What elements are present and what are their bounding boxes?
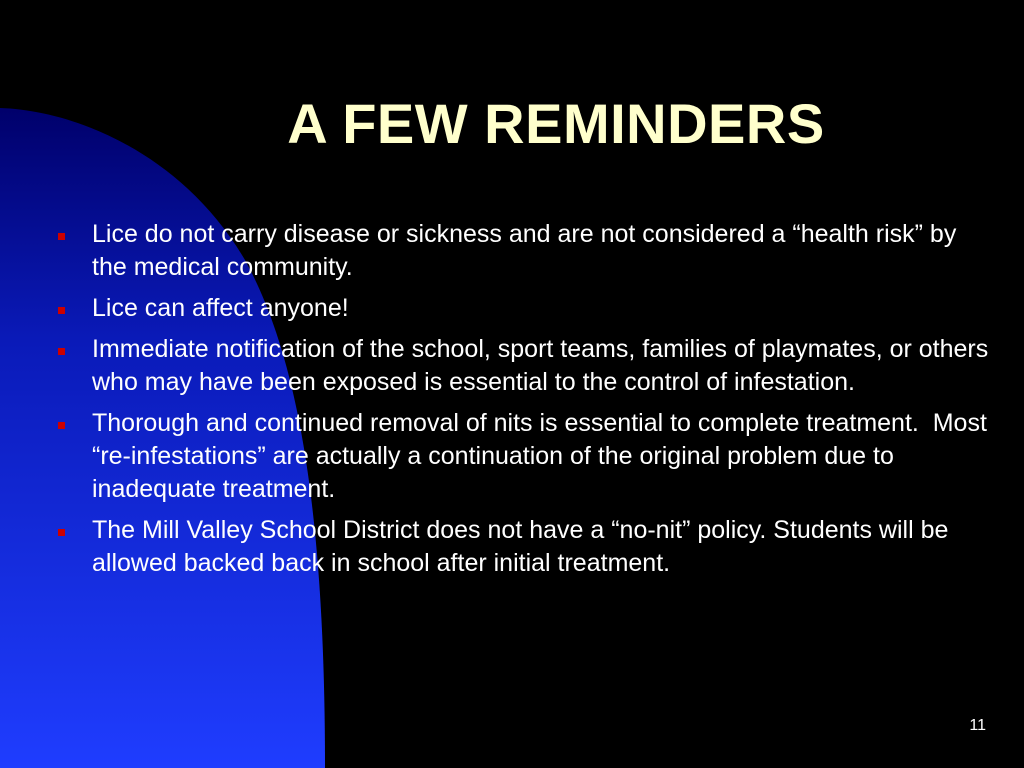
slide-number: 11 <box>969 717 986 734</box>
square-bullet-icon <box>58 529 65 536</box>
bullet-text: Lice can affect anyone! <box>92 294 349 322</box>
bullet-item <box>58 333 993 399</box>
square-bullet-icon <box>58 348 65 355</box>
bullet-text: Thorough and continued removal of nits is essential to complete treatment. Most “re-infestations” are actually a continuation of the original problem due to inadequate treatment. <box>92 409 994 503</box>
bullet-text: The Mill Valley School District does not have a “no-nit” policy. Students will be allowed backed back in school after initial treatment. <box>92 516 949 577</box>
square-bullet-icon <box>58 233 65 240</box>
bullet-item <box>58 292 993 325</box>
bullet-item <box>58 514 993 580</box>
bullet-text: Lice do not carry disease or sickness and are not considered a “health risk” by the medical community. <box>92 220 957 281</box>
bullet-item <box>58 218 993 284</box>
slide-title: A FEW REMINDERS <box>287 92 825 155</box>
bullet-list <box>58 218 993 588</box>
bullet-item <box>58 407 993 506</box>
square-bullet-icon <box>58 307 65 314</box>
bullet-text: Immediate notification of the school, sport teams, families of playmates, or others who may have been exposed is essential to the control of infestation. <box>92 335 989 396</box>
square-bullet-icon <box>58 422 65 429</box>
